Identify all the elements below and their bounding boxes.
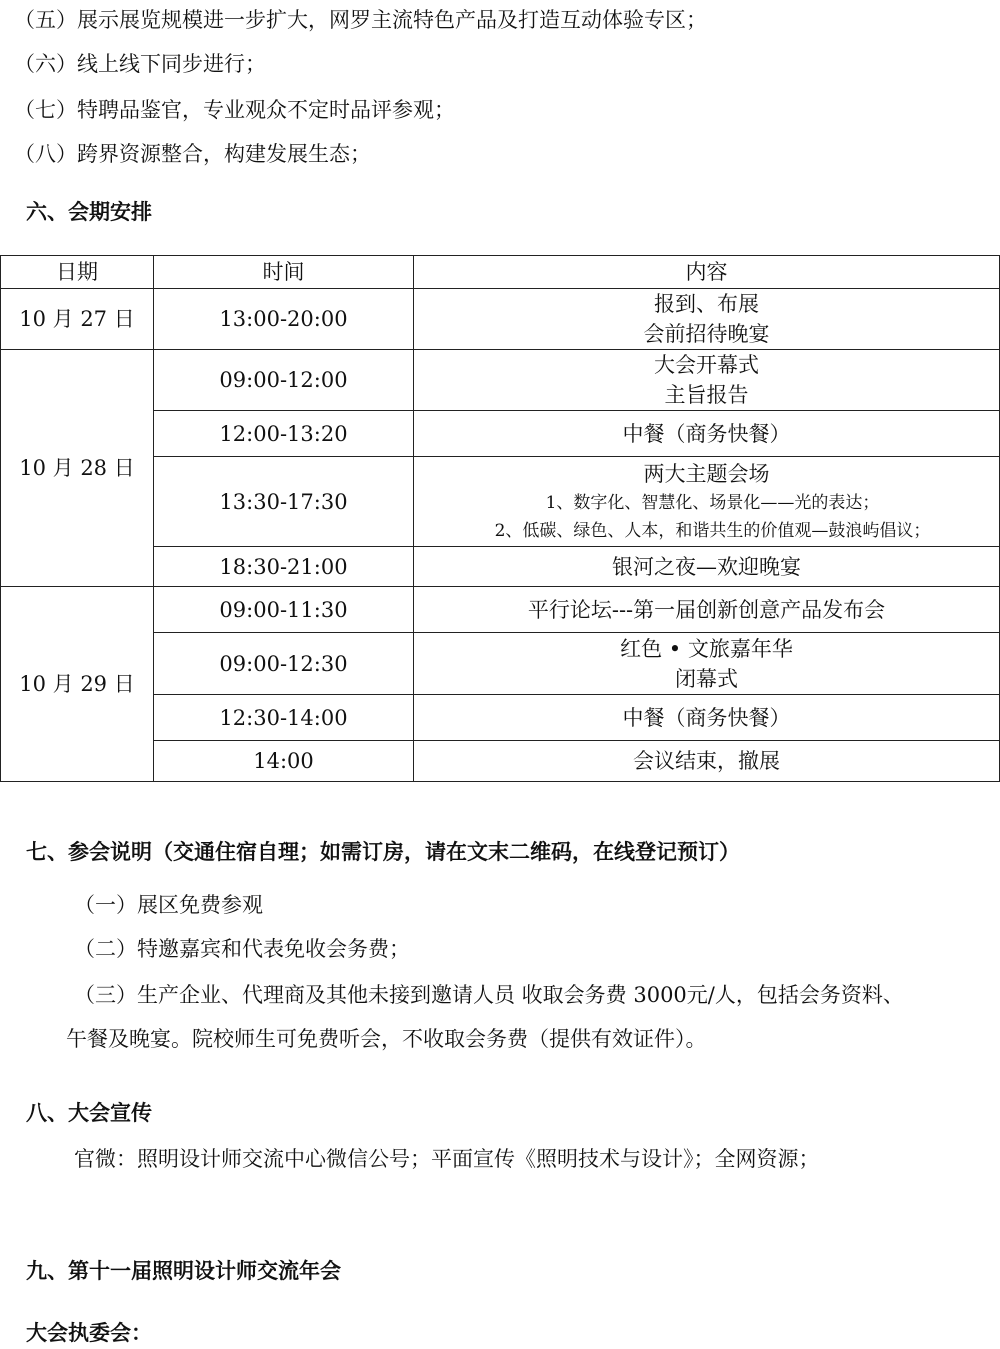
time-cell: 13:30-17:30: [154, 457, 414, 547]
section-heading-annual-conference: 九、第十一届照明设计师交流年会: [26, 1259, 341, 1283]
table-row: [1, 350, 1000, 411]
intro-item-6: （六）线上线下同步进行；: [14, 52, 266, 76]
content-cell: [414, 411, 1000, 457]
table-row: [1, 587, 1000, 633]
content-line: 中餐（商务快餐）: [622, 705, 791, 730]
content-line: 两大主题会场: [643, 461, 770, 486]
content-line: 闭幕式: [675, 666, 738, 691]
attendance-item-1: （一）展区免费参观: [74, 893, 263, 917]
date-cell: 10 月 27 日: [1, 289, 154, 350]
content-line: 平行论坛---第一届创新创意产品发布会: [527, 597, 886, 622]
committee-label: 大会执委会：: [26, 1321, 152, 1345]
content-cell: [414, 289, 1000, 350]
intro-item-5: （五）展示展览规模进一步扩大，网罗主流特色产品及打造互动体验专区；: [14, 8, 707, 32]
section-heading-promotion: 八、大会宣传: [26, 1101, 152, 1125]
content-cell: [414, 587, 1000, 633]
time-cell: 09:00-12:30: [154, 633, 414, 695]
time-cell: 18:30-21:00: [154, 547, 414, 587]
section-heading-attendance: 七、参会说明（交通住宿自理；如需订房，请在文末二维码，在线登记预订）: [26, 840, 740, 864]
schedule-table: [0, 255, 1000, 782]
header-content: 内容: [414, 256, 1000, 289]
content-line: 会前招待晚宴: [643, 322, 770, 346]
header-date: 日期: [1, 256, 154, 289]
content-cell: [414, 547, 1000, 587]
table-row: [1, 289, 1000, 350]
content-cell: [414, 741, 1000, 782]
intro-item-8: （八）跨界资源整合，构建发展生态；: [14, 142, 371, 166]
content-line: 大会开幕式: [654, 353, 759, 377]
header-time: 时间: [154, 256, 414, 289]
time-cell: 14:00: [154, 741, 414, 782]
content-line: 会议结束，撤展: [633, 749, 780, 773]
content-cell: [414, 633, 1000, 695]
content-cell: [414, 350, 1000, 411]
attendance-item-3: （三）生产企业、代理商及其他未接到邀请人员 收取会务费 3000元/人，包括会务资料、: [74, 983, 904, 1007]
content-line: 中餐（商务快餐）: [622, 421, 791, 446]
time-cell: 13:00-20:00: [154, 289, 414, 350]
time-cell: 12:00-13:20: [154, 411, 414, 457]
intro-item-7: （七）特聘品鉴官，专业观众不定时品评参观；: [14, 98, 455, 122]
content-line: 报到、布展: [654, 292, 759, 316]
content-line: 主旨报告: [664, 383, 749, 407]
date-cell: 10 月 29 日: [1, 587, 154, 782]
content-line: 红色 • 文旅嘉年华: [620, 636, 793, 661]
time-cell: 09:00-12:00: [154, 350, 414, 411]
date-cell: 10 月 28 日: [1, 350, 154, 587]
attendance-item-2: （二）特邀嘉宾和代表免收会务费；: [74, 937, 410, 961]
content-line: 银河之夜—欢迎晚宴: [612, 554, 801, 579]
promotion-text: 官微：照明设计师交流中心微信公号；平面宣传《照明技术与设计》；全网资源；: [74, 1147, 820, 1171]
content-cell: [414, 695, 1000, 741]
table-header-row: [1, 256, 1000, 289]
content-cell: [414, 457, 1000, 547]
attendance-item-3-cont: 午餐及晚宴。院校师生可免费听会，不收取会务费（提供有效证件）。: [66, 1027, 707, 1051]
content-subline: 2、低碳、绿色、人本，和谐共生的价值观—鼓浪屿倡议；: [494, 520, 931, 541]
time-cell: 09:00-11:30: [154, 587, 414, 633]
time-cell: 12:30-14:00: [154, 695, 414, 741]
content-subline: 1、数字化、智慧化、场景化——光的表达；: [545, 492, 880, 513]
section-heading-schedule: 六、会期安排: [26, 200, 152, 224]
